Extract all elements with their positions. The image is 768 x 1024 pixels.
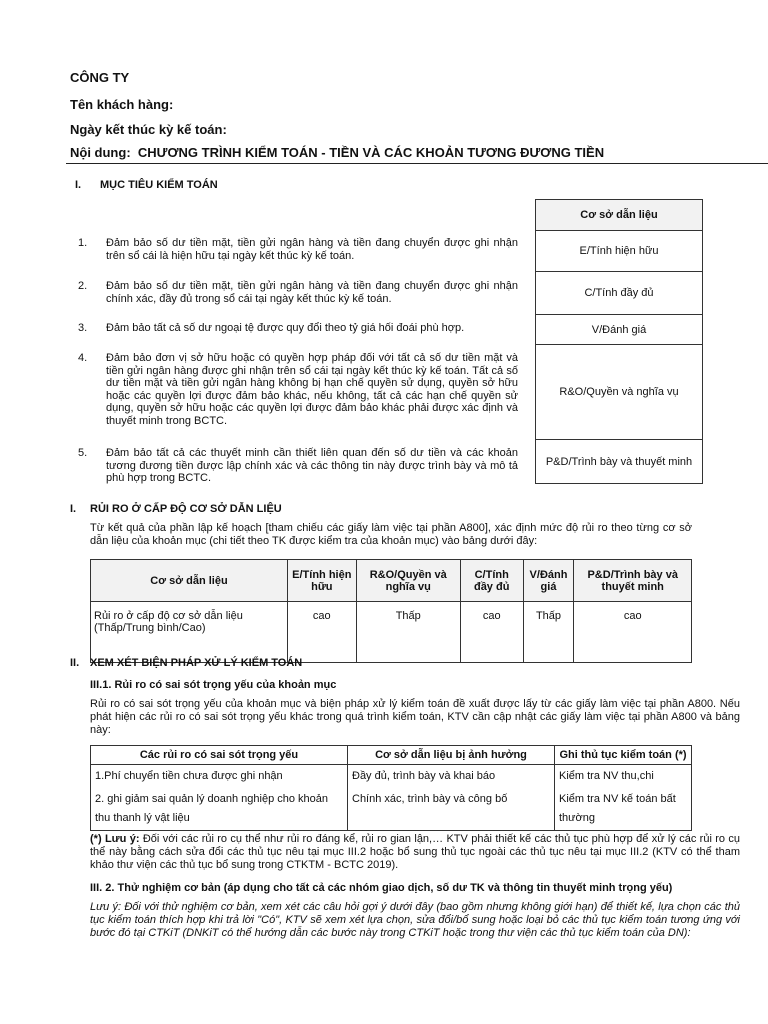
assertion-cell: P&D/Trình bày và thuyết minh	[536, 439, 702, 483]
assertion-cell: R&O/Quyền và nghĩa vụ	[536, 344, 702, 439]
section3-title: XEM XÉT BIỆN PHÁP XỬ LÝ KIỂM TOÁN	[90, 657, 303, 669]
table-cell: Rủi ro ở cấp độ cơ sở dẫn liệu (Thấp/Trung bình/Cao)	[91, 602, 288, 663]
header-divider	[66, 163, 768, 164]
table-cell: Thấp	[523, 602, 574, 663]
sub2-title: III. 2. Thử nghiệm cơ bản (áp dụng cho tất cả các nhóm giao dịch, số dư TK và thông tin thuyết minh trọng yếu)	[90, 882, 673, 894]
section1-number: I.	[75, 179, 82, 191]
company-label: CÔNG TY	[70, 70, 130, 85]
assertion-cell: E/Tính hiện hữu	[536, 230, 702, 271]
sub1-intro: Rủi ro có sai sót trọng yếu của khoản mục và biện pháp xử lý kiểm toán đề xuất được lấy từ các giấy làm việc tại phần A800. Nếu phát hiện các rủi ro có sai sót trọng yếu khác trong quá trình kiểm toán, KTV cần cập nhật các giấy làm việc tại phần A800 và bảng này:	[90, 698, 740, 736]
table-header: R&O/Quyền và nghĩa vụ	[356, 560, 460, 602]
table-cell: Kiểm tra NV kế toán bất thường	[555, 788, 692, 831]
table-cell: Đầy đủ, trình bày và khai báo	[348, 765, 555, 789]
objective-number: 2.	[78, 280, 88, 292]
table-header: Các rủi ro có sai sót trọng yếu	[91, 746, 348, 765]
assertion-cell: V/Đánh giá	[536, 314, 702, 344]
risk-level-table	[90, 559, 692, 663]
table-cell: cao	[574, 602, 692, 663]
content-title: CHƯƠNG TRÌNH KIỂM TOÁN - TIỀN VÀ CÁC KHOẢN TƯƠNG ĐƯƠNG TIỀN	[137, 145, 605, 160]
section2-number: I.	[70, 503, 77, 515]
table-header: Cơ sở dẫn liệu bị ảnh hưởng	[348, 746, 555, 765]
table-cell: Thấp	[356, 602, 460, 663]
material-risk-table	[90, 745, 692, 831]
table-cell: cao	[460, 602, 523, 663]
table-cell: Chính xác, trình bày và công bố	[348, 788, 555, 831]
content-label: Nội dung:	[70, 145, 131, 160]
table-cell: 1.Phí chuyển tiền chưa được ghi nhận	[91, 765, 348, 789]
table-cell: cao	[288, 602, 357, 663]
objective-number: 5.	[78, 447, 88, 459]
table-header: Ghi thủ tục kiểm toán (*)	[555, 746, 692, 765]
objective-text: Đảm bảo tất cả số dư ngoại tệ được quy đổi theo tỷ giá hối đoái phù hợp.	[106, 322, 465, 334]
objective-text: Đảm bảo số dư tiền mặt, tiền gửi ngân hàng và tiền đang chuyển được ghi nhận chính xác, đầy đủ trong sổ cái tại ngày kết thúc kỳ kế toán.	[106, 280, 518, 305]
table-header: E/Tính hiện hữu	[288, 560, 357, 602]
risk-note	[90, 833, 740, 872]
objective-number: 1.	[78, 237, 88, 249]
objective-text: Đảm bảo tất cả các thuyết minh cần thiết liên quan đến số dư tiền và các khoản tương đương tiền được lập chính xác và các thông tin này được trình bày và mô tả phù hợp trong BCTC.	[106, 447, 518, 484]
assertion-column	[535, 199, 703, 484]
section2-title: RỦI RO Ở CẤP ĐỘ CƠ SỞ DẪN LIỆU	[90, 503, 282, 515]
period-end-label: Ngày kết thúc kỳ kế toán:	[70, 122, 227, 137]
table-cell: Kiểm tra NV thu,chi	[555, 765, 692, 789]
note-label: (*) Lưu ý:	[90, 833, 140, 845]
objective-number: 4.	[78, 352, 88, 364]
section1-title: MỤC TIÊU KIỂM TOÁN	[100, 179, 218, 191]
sub2-note: Lưu ý: Đối với thử nghiệm cơ bản, xem xét các câu hỏi gợi ý dưới đây (bao gồm nhưng không giới hạn) để thiết kế, lựa chọn các thủ tục kiểm toán thích hợp khi trả lời "Có", KTV sẽ xem xét lựa chọn, sửa đổi/bổ sung hoặc loại bỏ các thủ tục kiểm toán tương ứng với bước đó tại CTKiT (DNKiT có thể hướng dẫn các bước này trong CTKiT hoặc trong thư viện các thủ tục kiểm toán của DN):	[90, 901, 740, 939]
sub1-title: III.1. Rủi ro có sai sót trọng yếu của khoản mục	[90, 679, 337, 691]
section2-intro: Từ kết quả của phần lập kế hoạch [tham chiếu các giấy làm việc tại phần A800], xác định mức độ rủi ro theo từng cơ sở dẫn liệu của khoản mục (chi tiết theo TK được kiểm tra của khoản mục) vào bảng dưới đây:	[90, 522, 692, 547]
assertion-header: Cơ sở dẫn liệu	[536, 200, 702, 230]
table-header: V/Đánh giá	[523, 560, 574, 602]
client-label: Tên khách hàng:	[70, 97, 174, 112]
content-line	[70, 145, 604, 160]
table-header: P&D/Trình bày và thuyết minh	[574, 560, 692, 602]
table-header: C/Tính đầy đủ	[460, 560, 523, 602]
table-cell: 2. ghi giảm sai quản lý doanh nghiệp cho khoản thu thanh lý vật liệu	[91, 788, 348, 831]
objective-text: Đảm bảo số dư tiền mặt, tiền gửi ngân hàng và tiền đang chuyển được ghi nhận trên sổ cái là hiện hữu tại ngày kết thúc kỳ kế toán.	[106, 237, 518, 262]
objective-number: 3.	[78, 322, 88, 334]
objective-text: Đảm bảo đơn vị sở hữu hoặc có quyền hợp pháp đối với tất cả số dư tiền mặt và tiền gửi ngân hàng được ghi nhận trên sổ cái tại ngày kết thúc kỳ kế toán. Tất cả số dư tiền mặt và tiền gửi ngân hàng không bị hạn chế quyền sử dụng, quyền sở hữu hoặc các quyền lợi được đảm bảo khác, nếu không, tất cả các hạn chế quyền sử dụng, quyền sở hữu hoặc các quyền lợi được đảm bảo khác phải được xác định và thuyết minh trong BCTC.	[106, 352, 518, 427]
table-header: Cơ sở dẫn liệu	[91, 560, 288, 602]
note-text: Đối với các rủi ro cụ thể như rủi ro đáng kể, rủi ro gian lận,… KTV phải thiết kế các thủ tục phù hợp để xử lý các rủi ro cụ thể này bằng cách sửa đổi các thủ tục nêu tại mục III.2 hoặc bổ sung thủ tục ngoài các thủ tục nêu tại mục III.2 (KTV có thể tham khảo thư viện các thủ tục bổ sung trong CTKTM - BCTC 2019).	[90, 833, 740, 871]
section3-number: II.	[70, 657, 80, 669]
assertion-cell: C/Tính đầy đủ	[536, 271, 702, 314]
